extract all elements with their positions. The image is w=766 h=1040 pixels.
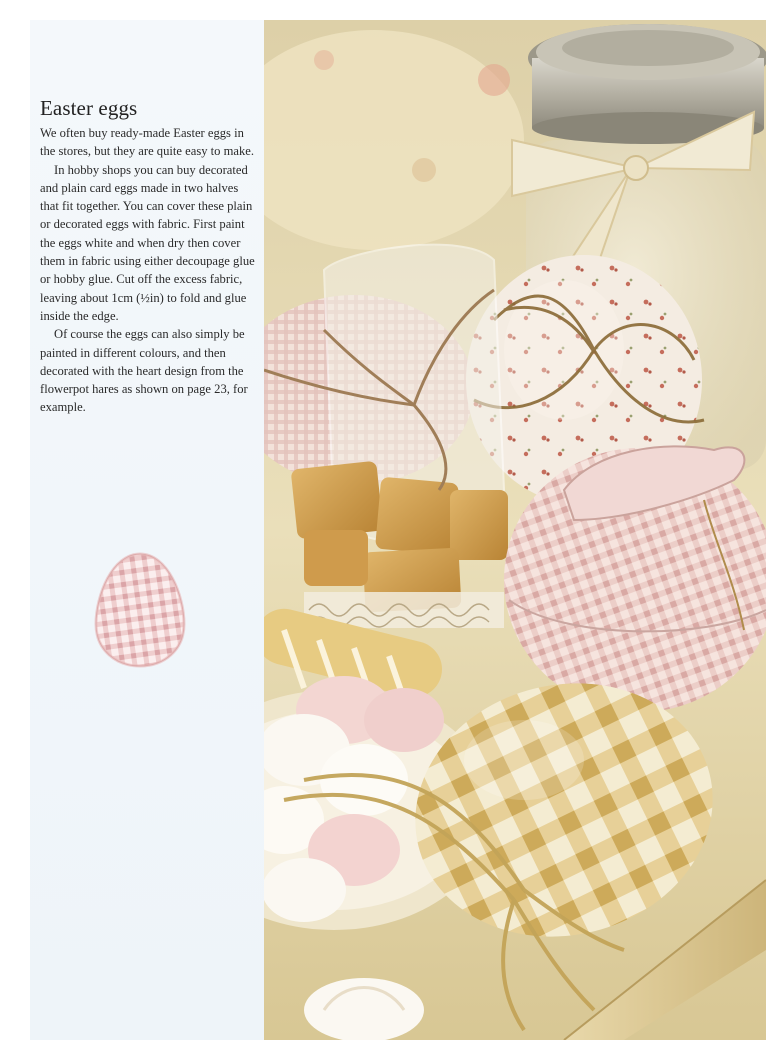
text-column xyxy=(30,20,264,1040)
easter-eggs-still-life-illustration xyxy=(264,20,766,1040)
paragraph-3: Of course the eggs can also simply be painted in different colours, and then decorated with the heart design from the flowerpot hares as shown on page 23, for example. xyxy=(40,327,248,415)
pink-gingham-egg-icon xyxy=(92,550,188,670)
page-title: Easter eggs xyxy=(40,96,138,120)
article-body xyxy=(40,124,260,417)
easter-eggs-photo xyxy=(264,20,766,1040)
paragraph-2: In hobby shops you can buy decorated and plain card eggs made in two halves that fit together. You can cover these plain or decorated eggs with fabric. First paint the eggs white and when dry then cover them in fabric using either decoupage glue or hobby glue. Cut off the excess fabric, leaving about 1cm (½in) to fold and glue inside the edge. xyxy=(40,162,255,323)
paragraph-1: We often buy ready-made Easter eggs in the stores, but they are quite easy to make. xyxy=(40,126,255,159)
